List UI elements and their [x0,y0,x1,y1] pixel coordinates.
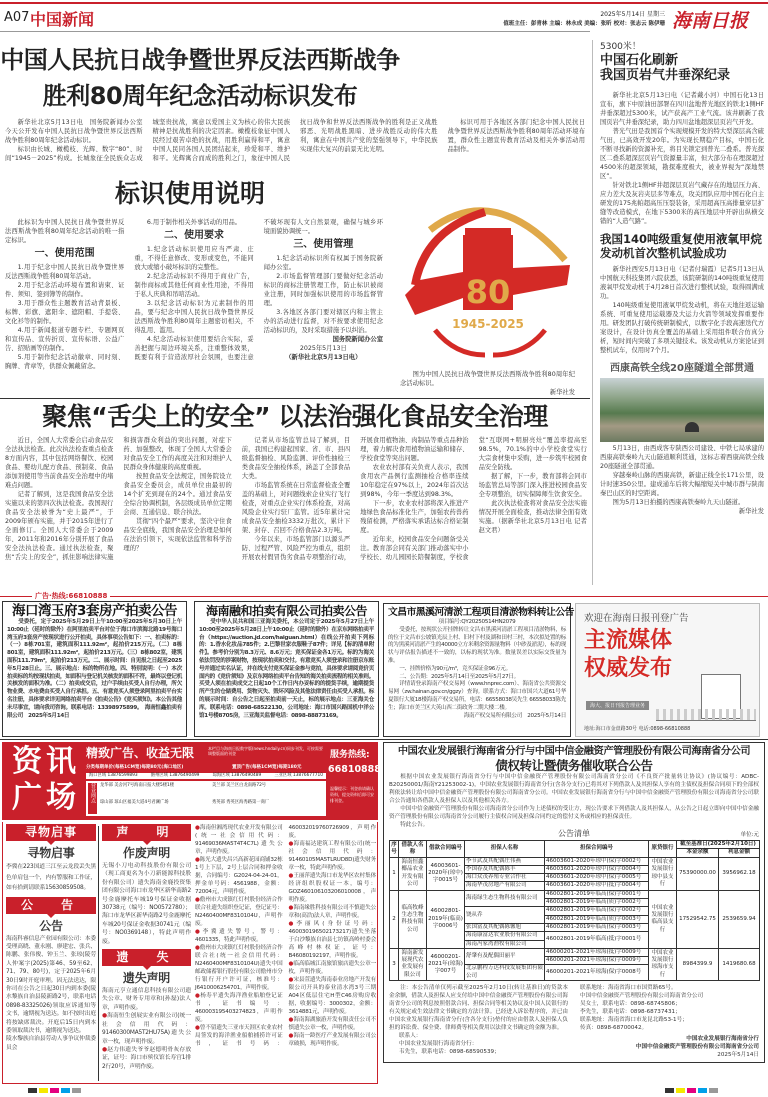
paragraph: 6.用于制作相关外事活动的用品。 [146,219,242,226]
paragraph: 今年以来，市场监管部门以源头严防、过程严管、风险严控为重点，组织开展农村假冒伪劣食品专项整治行动，开展食用植物油、肉制品等重点品种治理，着力解决食用植物油运输和储存、学校食堂等突出问题。 [241,437,469,561]
cell-contract: 46003601-2020年(琼中)字0015号 [427,857,465,890]
food-headline: 聚焦“舌尖上的安全” 以法治强化食品安全治理 [42,402,548,431]
notice-item-text: 海南恒生创展实业有限公司(统一社会信用代码：91460300MA5T2HU75A)遗失公章一枚，现声明作废。 [102,1013,191,1045]
cell-bank: 中国农业发展银行琼中县支行 [649,857,677,890]
notice-item-text: 陈光大遗失昌兴高新花园商铺32栋1号上下层，2号上层合同和押金收据，合同编号：G2024-04-24-01，押金单号码：4561988，金额：72004元，声明作废。 [195,857,283,895]
cell-guarantor: 海南绿生态生物科技有限公司 [465,890,545,907]
paragraph: 140吨级重复使用液氧甲烷发动机，将在天地往返运输系统、可重复使用运载器及大运力火箭等领域发挥重要作用。研发团队打破传统研制模式，以数字化手段高速迭代方案设计，在设计仿真全覆盖的基础上采用组件联合仿真分析，短时间内突破了多项关键技术。该发动机从方案论证到整机试车，仅用时7个月。 [600,302,764,354]
contact-line: 中国中信金融资产管理股份有限公司海南省分公司 [580,993,704,1000]
usage-date: 2025年5月13日 [299,345,347,352]
paragraph: 二、公告期：2025年5月14日至2025年5月27日。 [399,673,519,680]
ad-hainan-daily-promo [575,603,760,737]
paragraph: 标识可用于各地区各部门纪念中国人民抗日战争暨世界反法西斯战争胜利80周年活动环境布置，群众性主题宣传教育活动及相关外事活动用品制作。 [447,119,585,153]
ad-hotline: 广告·热线:66810888 [32,592,110,600]
cell-contract: 46002801-2019年(临高)字0006号 [427,890,465,948]
cell-guarantor: 海南康富达农业股份有限公司 [465,932,545,940]
bank-notice-title [389,745,759,773]
unit-label: 单位:元 [740,832,759,838]
paragraph: 3.各地区各部门要对辖区内和主管主办的活动进行监督，对不按要求使用纪念活动标识的，及时采取措施予以纠治。 [263,309,383,334]
shale-kicker: 5300米！ [600,42,641,52]
engine-title [600,232,764,260]
lead-headline-line: 中国人民抗日战争暨世界反法西斯战争 [0,46,400,74]
notice-item [195,992,283,1024]
top-rule [0,2,768,4]
article-shale-gas [600,42,764,516]
paragraph: 2.市场监督管理部门要做好纪念活动标识的商标注册管理工作，防止标识被商业注册，同时加强标识使用的市场监督管理。 [263,273,383,307]
notice-item-text: 海南一龄医疗产业发展有限公司公章破损，现声明作废。 [288,1033,376,1047]
paragraph: 中国中信金融资产管理股份有限公司海南省分公司作为上述债权的受让方，现公告要求下列借款人及其担保人，从公告之日起立即向中国中信金融资产管理股份有限公司海南省分公司履行主债权合同及担保合同约定的偿付义务或相应的担保责任。 [389,806,759,820]
void-statement-text: 无锡小刀电动科技股份有限公司（现工商更名为小刀新能源科技股份有限公司）遗失海南金鹿投资集团有限公司海口市龙华区新华南路2号金鹿摩托车城19号保证金收据30738元（编号：NO0572780）；海口市龙华区新华南路2号金鹿摩托车城20号保证金收据30741元（编号：NO0369148），特此声明作废。 [102,863,191,945]
notice-item-text: 杨寿平遗失海洋渔业船舶登记证书，证书编号：460003195403274823，声明作废。 [195,993,283,1023]
logo-olive-left [435,330,485,355]
notice-item-text: 儋州市大成镇红灯村股份经济合作联合社遗失组织登记证，登记证号：N2460400MF8310104U，声明作废。 [195,897,283,927]
notice-item-text: 海南缘胜科技有限公司不慎遗失公章和(高浩)法人章，声明作废。 [288,905,376,919]
cell-no: 1 [390,857,399,890]
zixun-banner [2,742,381,820]
notice-item [195,944,283,992]
usage-body [5,218,383,371]
void-statement-title: 作废声明 [122,846,171,860]
notice-item [195,928,283,944]
usage-section-3 [264,254,383,335]
usage-section-2-title: 二、使用要求 [163,230,224,241]
paragraph: 1.纪念活动标识使用应当严肃、庄重，不得任意修改、变形或变色，不能同放大或缩小破坏标识的完整性。 [134,246,254,271]
notice-item [195,824,283,856]
table-row [390,857,760,865]
branch: 秀英部 秀英区海秀路第一商厂 [212,799,270,805]
paragraph: 市场监管系统在日常监督检查全覆盖的基础上，对问题线索企业实行飞行检查，对重点企业实行体系检查，对高风险企业实行驻厂监管。近5年累计完成食品安全抽检3332万批次，累计下架、封存、召回不合格食品2.3万吨。 [241,482,351,534]
cell-guarantee-contract: 46000201-2021年琼海(抵)字0009号 [545,948,649,956]
cell-no: 3 [390,948,399,980]
paragraph: 新华社北京5月13日电 国务院新闻办公室今天公开发布中国人民抗日战争暨世界反法西斯战争胜利80周年纪念活动标识。 [5,119,143,144]
cell-borrower: 临高牧峰生态生物科技有限公司 [399,890,427,948]
paragraph: 4.用于新闻报道专题专栏、专题网页和宣传品、宣传折页、宣传标语、公益广告、招贴画等的制作。 [5,327,125,352]
cell-guarantor: 舒肇有及配偶田丽平 [465,948,545,965]
notice-item [289,920,377,960]
notice-item-text: 儋州市大成镇红灯村股份经济合作联合社(统一社会信用代码：N2460400MF8310104U)遗失中国邮政储蓄银行股份有限公司儋州市分行银行开户许可证，核准号：J6410006254701，声明作废。 [195,945,283,991]
print-color-bar-right [665,1088,718,1093]
list-title: 公告清单 [558,829,590,838]
notice-col-1 [6,824,96,1052]
cell-guarantor: 海口众茂养殖专业合作社 [465,874,545,882]
paragraph: 2.纪念活动标识不得用于商业广告，制作商标或其他任何商业性用途，不得用于私人庆典和吊唁活动。 [134,273,254,298]
usage-intro: 此标识为中国人民抗日战争暨世界反法西斯战争胜利80周年纪念活动的唯一指定标识。 [5,219,125,244]
paragraph: 根据中国农业发展银行海南省分行与中国中信金融资产管理股份有限公司海南省分公司《不良资产批量转让协议》(协议编号：ADBC-B20250001/海南Y21253002-1)，中国农业发展银行海南省分行(含各分支行)已将其对下列借款人及其担保人享有的主债权及担保合同项下的全部权利依法转让给中国中信金融资产管理股份有限公司海南省分公司。中国农业发展银行海南省分行与中国中信金融资产管理股份有限公司海南省分公司联合公告通知各借款人及担保人以及其他相关各方。 [389,774,759,804]
contact-line: 联系地址：海南省海口市国贸路65号。 [580,985,677,992]
bank-title-line: 债权转让暨债务催收联合公告 [495,758,653,773]
ad-title: 文昌市黑溪河清淤工程项目清淤物料转让公告 [388,607,574,618]
railway-credit: 新华社发 [738,508,764,515]
usage-signature: 国务院新闻办公室 [332,336,383,343]
ad-body [7,619,182,720]
paragraph: 新华社北京5月13日电（记者戴小河）中国石化13日宣布，旗下中原油田部署在四川盆地普光地区的铁北1侧HF井垂深超过5300米，试产获高产工业气流。该井刷新了我国页岩气井垂深纪录，助力四川盆地超深层页岩气开发。 [600,92,764,126]
col-header: 原贷银行 [649,841,677,858]
usage-section-1-title: 一、使用范围 [34,248,95,259]
lost-found-header: 寻物启事 [6,824,96,841]
logo-number: 80 [465,273,511,311]
cell-principal: 75390000.00 [677,857,719,890]
table-row [390,948,760,956]
contact-line: 韦先生，联系电话：0898-68590539； [399,1049,500,1056]
notice-item-text: 曾不留遗失三亚市天涯区农业农村局签发的海洋渔业船舶捕捞许可证书，证书号码：460032019760726909，声明作废。 [195,825,376,1047]
ad-signature: 海南恒鑫拍卖有限公司 2025年5月14日 [7,704,182,719]
cell-guarantee-contract: 46002801-2019年临高(质)字0003号 [545,915,649,923]
paragraph: 近日，全国人大常委会启动食品安全法执法检查。此次执法检查重点检查8方面内容，其中包括网络餐饮、校园食品、婴幼儿配方食品、预制菜、食品添加剂使用等当前食品安全治理中的堵难点问题。 [5,437,114,489]
lead-body [5,118,585,163]
contact-line: 李先生，联系电话：0898-68737431； [580,1009,681,1016]
paragraph: 4.纪念活动标识使用要结合实际，妥善把握与周边环境关系，注重整体效果，既要有利于营造浓厚社会氛围，也要注意不破坏现有人文自然景观，确保与城乡环境面貌协调统一。 [134,219,383,361]
notice-item [102,1046,191,1071]
engine-title-line: 我国140吨级重复使用液氧甲烷 [600,232,763,246]
cell-guarantee-contract: 46003601-2020年琼中(抵)字0004号 [545,882,649,890]
ad-bar-rule [0,596,768,597]
ad-title: 海南融和拍卖有限公司拍卖公告 [205,604,367,618]
promo-slogan-line: 权威发布 [584,655,673,681]
paragraph: 受委托，按现状公开挂牌转让文昌市黑溪河清淤工程项目清淤物料，标的位于文昌市公坡镇光辰上村、旧村下村及湖和田村三村，本次拟处置的标的为黑溪河清淤产生的40000立方米剩余资源量物料（中砂及淤泥），标的现状与评估报告描述不一致的，以标的现状为准。数量误差以实际交货量为准。 [388,626,566,664]
zixun-logo-char: 资 [12,744,42,779]
ad-title: 海口湾玉府3套房产拍卖公告 [12,603,177,619]
bank-notice [383,742,765,1063]
promo-slogan [584,626,672,682]
statement-header: 声 明 [102,824,191,841]
cell-principal: 17529542.75 [677,890,719,948]
bank-contacts [580,984,759,1059]
cell-guarantor: 李国春及其配偶陈丰 [465,865,545,873]
paragraph: 5月13日，由西成客专陕西公司建设、中铁七局承建的西康高铁秦岭九天山隧道顺利贯通，这标志着西康高铁全线20座隧道全部贯通。 [600,445,764,470]
paragraph: 特此公告。 [400,822,429,828]
branch: 美兰部 美兰区白龙南路72号 [212,783,267,788]
bank-title-line: 中国农业发展银行海南省分行与中国中信金融资产管理股份有限公司海南省分公司 [397,746,751,757]
paragraph [7,619,182,720]
notice-item-text: 王丽萍遗失海口市龙华区农村集体经济组织股权证一本，编号：GOZ460106103206010008，声明作废。 [288,873,376,903]
notice-item [289,904,377,920]
note-text: 注：本公告清单仅列示截至2025年2月10日(转让基准日)的贷款本金余额，借款人及担保人应支付给中国中信金融资产管理股份有限公司海南省分公司的利息按照借款合同、担保合同等相关协议及中国人民银行的有关规定或生效法律文书确定的方法计算。已经进入诉讼程序的，并已由中国农业发展银行海南省分行(含各分支行)垫付的应由借款人及担保人负担的诉讼费、保全费、律师费等相关费用以法律文书确定的金额为准。 [389,985,569,1032]
ad-body [199,619,374,720]
contact-line: 中国农业发展银行海南省分行： [399,1041,478,1048]
debt-table [389,840,760,981]
table-row [390,890,760,898]
notice-item [289,840,377,872]
ad-auction-ronghe [194,601,379,737]
logo-caption-text: 图为中国人民抗日战争暨世界反法西斯战争胜利80周年纪念活动标识。 [400,371,575,387]
paragraph: 受中华人民共和国三亚海关委托，本公司定于2025年5月27日上午10:00至2025年5月28日上午10:00止（延时的除外）在京东网络拍卖平台（https://auction.jd.com/haiguan.html）在线公开拍卖下列标的：1.香水化妆品785件；2.巴黎世家衣服鞋子87件；详见【标的清单附件】。参考价分别为8.3万元、8.6万元；竞买保证金各1万元。标的为海关依法罚没的涉案财物，按现状拍卖和交付。有意竞买人须登录和注册京东账号并通过实名认证，并在线支付竞买保证金参与竞拍，具体要求请阅竞价页面内的《竞价须知》及京东网络拍卖平台告知的海关拍卖流程的相关准则。买受人须在拍卖成交之日起10个工作日内办妥标的的提货手续，逾期提货所产生的仓储费用、货物灭失、毁坏风险及其他法律责任由买受人承担。标的展示时间：自公告之日起至拍卖前一天止，标的展示地点：三亚海关仓库。联系电话：0898-68522130，公司地址：海口市国兴路国机中洋公馆1号楼8705房，三亚海关监督电话：0898-88873169。 [199,619,374,719]
paragraph: 新华社西安5月13日电（记者付瑞霞）记者5月13日从中国航天科技集团六院获悉，该院研制的140吨级重复使用液氧甲烷发动机于4月28日首次进行整机试验，取得圆满成功。 [600,266,764,300]
project-code: 项目编号:QY20250514HN2079 [438,619,516,625]
promo-tag: 海大、报日刊报告理业务 [586,701,649,710]
bank-notice-body [389,773,759,829]
col-header: 截至基准日(2025年2月10日) [677,841,760,849]
notice-item [289,976,377,1016]
bank-notice-footer [389,984,759,1059]
contact-line: 吴女士，联系电话：0898-68745806； [580,1001,681,1008]
announcement-text: 海南科睿信息产业园有限公司：本委受理高晓、董永刚、廖建宏、张兵、陈鹏、张伟俊、钟玉兰、张琼(陵劳人仲案字(2025)第46、59至62、71、79、80号)，定于2025年6月30日9时开庭审理。因无法送达，限你司在公告之日起30日内到本委(陵水黎族自治县陵新路2号，联系电话0898-83325026)领取应诉通知等文书，逾期视为送达。如不按时出庭将按缺席裁决。开庭后15日内到本委领取裁决书，逾期视为送达。 [6,935,96,1034]
zixun-branches [86,781,326,816]
food-body [5,436,587,562]
notice-item [195,856,283,896]
contact-line: 联系地址：海南省海口市龙昆北路53-1号； [580,1017,688,1024]
cell-guarantee-contract: 46000201-2021年琼海(保)字0009号 [545,957,649,965]
cell-contract: 46000201-2021年(琼海)字007号 [427,948,465,980]
cell-guarantor: 海南华茂房地产有限公司 [465,882,545,890]
notice-items-columns [195,824,376,1048]
paragraph: 据了解，下一步，教育部将会同市场监管总局等部门深入推进校园食品安全专项整治，切实保障师生饮食安全。 [478,473,587,498]
bank-signature: 中国农业发展银行海南省分行 [686,1036,759,1043]
branch: 龙华部 美舍河7号海南日报大楼5楼1楼 [100,783,175,788]
paragraph: 记者从市场监管总局了解到，目前，我国已构建起国家、省、市、县四级监督抽检、风险监测、评价性抽检三类食品安全抽检体系，涵盖了全部食品大类。 [241,437,351,480]
announcement-signature: 陵水黎族自治县劳动人事争议仲裁委员会 [6,1036,96,1051]
section-rule [0,398,590,399]
contact-line: 联系人： [399,1033,422,1040]
paragraph: 此次执法检查将对食品安全法实施情况开展全面检查，推动法律全面有效实施。（据新华社北京5月13日电 记者 赵文君） [478,500,587,534]
paragraph: 图为5月13日拍摄的西康高铁秦岭九天山隧道。 [612,499,745,506]
promo-skyline [656,709,756,721]
paragraph: 2.用于纪念活动环境布置和请柬、证件、须知、签到簿等的制作。 [5,282,125,298]
tunnel-portal [685,422,699,432]
page-number: A07 [4,10,30,25]
railway-tunnel-photo [600,378,764,442]
usage-section-3-title: 三、使用管理 [293,239,354,250]
cell-bank: 中国农业发展银行临高县支行 [649,890,677,948]
bank-signature-date: 2025年5月14日 [717,1052,759,1059]
section-title: 中国新闻 [30,10,95,29]
notice-item [289,1032,377,1048]
shale-body [600,91,764,226]
logo-wall-battlement [465,228,511,236]
zixun-note: 温馨提示：刊登前请确认资料，提交资料后即可安排刊登。 [330,786,374,803]
region-phone: 琼海区域 13876490489 [212,773,262,778]
cell-bank: 中国农业发展银行琼海市支行 [649,948,677,980]
cell-guarantor: 李节武及其配偶庄伟燕 [465,857,545,865]
shale-title [600,53,764,83]
zixun-logo-char: 场 [46,780,76,815]
zixun-logo-char: 讯 [46,744,76,779]
cell-guarantee-contract: 46002801-2019年临高(保)字0001号 [545,890,649,898]
zixun-slogan: 精致广告、收益无限 [86,746,195,760]
engine-body [600,265,764,355]
logo-credit: 新华社发 [549,389,575,396]
list-heading [389,829,759,840]
ad-row-rule [0,739,768,740]
paragraph: 近年来，校园食品安全问题备受关注。教育部会同有关部门推动落实中小学校长、幼儿园园长陪餐制度，学校食堂“互联网+明厨亮灶”覆盖率提高至98.5%，70.1%的中小学校食堂实行大宗食材集中采购，进一步筑牢校园食品安全防线。 [360,437,587,561]
col-header: 序号 [390,841,399,858]
lost-found-text: 李冀在223国道三江至云龙段丢失黑色单肩包一个，内有警服和工作证，如有拾到请联系15630859508。 [6,864,96,891]
lost-header: 遗 失 [102,949,191,966]
paragraph: 农业农村部有关负责人表示，我国食用农产品例行监测抽检合格率连续10年稳定在97%以上，2024年首次达到98%，今年一季度达到98.3%。 [360,464,469,498]
usage-title: 标识使用说明 [114,179,265,208]
masthead-logo: 海南日报 [672,10,749,32]
header-rule [0,31,590,32]
cell-guarantor: 北京鹏程万达科技发展集团有限公司 [466,965,544,979]
railway-title: 西康高铁全线20座隧道全部贯通 [610,363,754,374]
shale-title-line: 中国石化刷新 [600,53,679,68]
announcement-title: 公告 [39,918,63,933]
notice-item-text: 李丽风(身份证号码：460030196502173217)遗失坐落于白沙黎族自治县七坊镇高岭村委会高峰村林权证，证号：B46080192197，声明作废。 [288,921,377,959]
bank-notice-note [389,984,568,1059]
lost-statement-title: 遗失声明 [122,971,171,986]
region-phone: 三亚区域 13876677710 [274,773,323,778]
logo-olive-right [493,330,545,355]
announcement-header: 公 告 [6,897,96,914]
notice-item [289,960,377,976]
paragraph: 3.用于群众性主题教育活动背景板、标牌、彩旗、遮阳伞、遮阳帽、手提袋、文化衫等的制作。 [5,300,125,325]
editors: 值班主任：彭青林 主编：林永成 美编：张昕 校对：张志云 陈伊珊 [503,21,665,27]
print-color-bar-left [28,1088,81,1093]
cell-guarantor: 饶从乔 [465,907,545,924]
paragraph: 下一步，农业农村部将深入推进产地绿色食品标准化生产，加强农药兽药残留检测，严格落实承诺达标合格证制度。 [360,500,469,534]
branch-label: 营业网点 [88,783,97,814]
cell-principal: 8984399.9 [677,948,719,980]
branch: 琼山部 琼山区福美大道4号君澜广场 [100,799,169,805]
cell-interest: 3956962.18 [719,857,760,890]
paragraph: 普光气田是我国首个实现规模开发的特大型深层高含硫气田，已高效开发20年。为实现长期稳产目标，中国石化不断寻找新的资源补充，将目光锁定到普光二叠系。普光探区二叠系超深层页岩气资源量丰富，但大部分布在埋深超过4500米的超深领域，勘探难度极大，被业界视为“深地禁区”。 [600,128,764,180]
lost-statement-text: 海南元亨立通信息科技有限公司遗失公章、财务专用章和(孙磊)法人章，声明作废。 [102,988,191,1011]
paragraph: 5.用于制作纪念活动徽章、同时刻、胸牌、背章等，供群众佩戴留念。 [5,354,125,370]
logo-years: 1945-2025 [452,317,524,331]
notice-item-text: 宋县萱遗失海南泰业房地产开发有限公司开具的泰业清水湾3号三期A04区低层住宅H型C46房购房收据，收据编号：3000302，金额：3614881元，声明作废。 [288,977,376,1015]
ad-auction-haikou [2,601,187,737]
col-header: 借款合同编号 [427,841,465,858]
notice-item-text: 赵力伟遗失爷爷赵德明骨灰存放证，证号：海口市殡仪馆长寿宫1排2行20号，声明作废。 [102,1046,192,1070]
zixun-logo-char: 广 [12,780,42,815]
issue-date: 2025年5月14日 星期三 [600,11,665,18]
notice-item-text: 海南福达建筑工程有限公司(统一社会信用代码：91460105MA5TLRUD8D)遗失财务章一枚，特此声明作废。 [288,841,377,871]
col-header: 利息金额 [719,849,760,857]
paragraph: 3.以纪念活动标识为元素制作的用品，要与纪念中国人民抗日战争暨世界反法西斯战争胜利80周年主题密切相关，不得乱用、滥用。 [134,300,254,334]
cell-guarantee-contract: 46003601-2020年琼中(保)字0004号 [545,865,649,873]
cell-guarantee-contract: 46003601-2020年琼中(保)字0002号 [545,857,649,865]
cell-guarantee-contract: 46002801-2019年临高(抵)字0001号 [545,932,649,949]
paragraph: 一、挂牌价格为90元/m³，竞买保证金96万元。 [399,665,511,672]
engine-title-line: 发动机首次整机试验成功 [600,246,727,260]
paragraph: 详情请登录海南产权交易网（www.hnprec.com）、海南省公共资源交易网（zw.hainan.gov.cn/ggzy）查询。联系方式：海口市国兴大道61号华夏银行大厦18楼海南产权交易所，电话：66558038吴先生 66558033陈先生；海口市美兰区大英山西二街政务二期大楼二楼。 [388,681,566,711]
bank-signature: 中国中信金融资产管理股份有限公司海南省分公司 [635,1044,759,1051]
commemoration-logo [395,190,585,360]
notice-divider [98,826,99,1081]
lead-headline [0,42,400,114]
notice-item [195,896,283,928]
ad-signature: 海南产权交易所有限公司 2025年5月14日 [463,712,566,719]
cell-guarantee-contract: 46003601-2020年琼中(保)字0005号 [545,874,649,882]
cell-interest: 2539659.94 [719,890,760,948]
notice-item [102,1012,191,1046]
cell-guarantee-contract: 46002801-2019年临高(保)字0002号 [545,907,649,915]
paragraph: 1.用于纪念中国人民抗日战争暨世界反法西斯战争胜利80周年活动。 [5,264,125,280]
region-phone: 海口区域 13876599893 [89,773,138,778]
lead-headline-line: 胜利80周年纪念活动标识发布 [42,82,358,110]
paragraph: 贯彻“四个最严”要求，坚决守住食品安全底线，我国食品安全治理是如何在法治引领下，实现依法监管和科学治理的？ [123,518,232,552]
ad-dredging-transfer [383,603,574,737]
paragraph: 按照食品安全法规定，国务院设立食品安全委员会，成员单位由最初的14个扩充到现在的24个。通过食品安全综合协调机制，各层级成员单位定期会商、互通信息、联合执法。 [123,473,232,516]
paragraph: 1.纪念活动标识所有权属于国务院新闻办公室。 [263,255,383,271]
cell-guarantor: 张国富及其配偶陈馨旭 [465,923,545,931]
promo-slogan-line: 主流媒体 [584,627,673,653]
shale-title-line: 我国页岩气井垂深纪录 [600,68,731,83]
notice-item-text: 临高临城江南旅馆旅店遗失公章一枚，声明作废。 [288,961,376,975]
cell-guarantor: 海南冯家湾渔牧有限公司 [465,940,545,948]
col-header: 借款人名称 [399,841,427,858]
col-header: 担保合同编号 [545,841,649,858]
cell-borrower: 海南新发展现代农业发展有限公司 [399,948,427,980]
ad-text: 受委托，定于2025年5月29日上午10:00至2025年5月30日上午10:00止（延时的除外）在阿里拍卖平台对位于海口市滨海北路19号海口湾玉府3套房产按现状进行公开拍卖，具体事项公告如下：一、拍卖标的：（一）8栋701室，建筑面积111.92m²，起拍价215万元。（二）8栋801室，建筑面积111.92m²，起拍价213万元。（三）8栋802室，建筑面积111.79m²，起拍价213万元。二、展示时间：自见报之日起至2025年5月28日止。三、展示地点：标的物所在地。四、特别说明：（一）本次拍卖标的均按现状拍卖，如面积与登记机关核发的面积不符，最终以登记机关核发的面积为准。（二）拍卖成交后，过户手续由买受人自行办理，所欠物业费、水电费由买受人自行承担。五、有意竞买人须登录阿里拍卖平台实名注册，具体要求详见网络拍卖平台《拍卖公告》《竞买须知》。本公告其他未尽事宜，请向我司咨询。联系电话：13398975899。 [7,619,182,711]
cell-guarantee-contract: 46002801-2019年临高(质)字0002号 [545,899,649,907]
paragraph: 穿越秦岭山脉的西康高铁，新建正线全长171公里，设计时速350公里。建成通车后将大幅缩短关中城市群与陕南秦巴山区的时空距离。 [600,472,764,497]
cell-borrower: 海南恒鑫椰品农业开发有限公司 [399,857,427,890]
paragraph: 标识由长城、橄榄枝、光辉、数字“80”、时间“1945－2025”构成。长城象征全民族众志成城坚贵抗战，寓意以爱国主义为核心的伟大民族精神是抗战胜利的决定因素。橄榄枝象征中国人民经过艰苦卓绝的抗战，用胜利赢得和平，寓意中国人民同各国人民团结起来，珍爱和平、维护和平。光辉寓合而成的胜利之门，象征中国人民抗日战争和世界反法西斯战争的胜利是正义战胜邪恶、光明战胜黑暗、进步战胜反动的伟大胜利，寓意在中国共产党的坚强领导下，中华民族实现伟大复兴的前景无比光明。 [5,119,438,162]
promo-welcome: 欢迎在海南日报刊登广告 [584,613,689,624]
notice-item-text: 李冀遗失警号，警号：4601335，特此声明作废。 [195,929,283,943]
region-phone: 儋州区域 13876490499 [150,773,200,778]
notice-item [289,1016,377,1032]
logo-caption [400,370,575,397]
col-header: 本金余额 [677,849,719,857]
cell-guarantee-contract: 46000201-2021年琼海(保)字0008号 [545,965,649,981]
cell-guarantee-contract: 46002801-2019年临高(保)字0003号 [545,923,649,931]
paragraph: 记者了解到，这是我国食品安全法实施以来的第四次执法检查。我国现行食品安全法被誉为“史上最严”，于2009年颁布实施，并于2015年进行了全面修订。全国人大常委会于2009年、2011年和2016年分别开展了食品安全法执法检查。通过执法检查，聚焦“舌尖上的安全”，抓住影响法律实施和损害群众利益的突出问题，对症下药、加强整改，体现了全国人大常委会对食品安全工作的高度关注和对维护人民群众身体健康的高度重视。 [5,437,232,561]
zixun-regions [86,773,326,779]
hotline-label: 服务热线: [330,750,370,760]
notice-item-text: 海南但湘湾现代农业开发有限公司(统一社会信用代码：91469036MA5T4T4C7L)遗失公章，声明作废。 [195,825,283,855]
railway-body [600,444,764,507]
hotline-number[interactable]: 66810888 [328,764,381,775]
zixun-price-1: 分类每期单价(每格1CM宽)每期80元(海口地区) [86,765,184,770]
cell-interest: 1419680.68 [719,948,760,980]
notice-item [289,872,377,904]
cell-no: 2 [390,890,399,948]
zixun-price-2: 置顶广告(每格1CM宽)每期180元 [232,765,302,770]
paragraph: 针对铁北1侧HF井超深层页岩气藏存在的地层压力高、应力差大及灰岩夹层多等难点，攻关团队应用中国石化自主研发的175兆帕超高压压裂装备，采用超高压高排量穿层扩缝等改造模式，在地下5300米的高压地层中开辟出纵横交错的“人造气路”。 [600,182,764,225]
promo-address: 地址:海口市金盘路30号 电话:0898-66810888 [584,726,691,732]
contact-line: 传真：0898-68700042。 [580,1025,648,1032]
notice-col-2 [102,824,191,1071]
col-header: 担保人名称 [465,841,545,858]
notice-item-text: 海南海湖旅游开发有限责任公司不慎遗失公章一枚，声明作废。 [288,1017,376,1031]
zixun-web: 本栏目与海南日报数字版(news.hndaily.cn)同步刊发，可按需要调整版面的刊登 [208,746,323,756]
column-divider [592,40,593,585]
zixun-logo [12,744,80,816]
ad-body [388,627,566,713]
usage-source: （新华社北京5月13日电） [285,354,362,361]
lost-found-title: 寻物启事 [27,846,75,860]
